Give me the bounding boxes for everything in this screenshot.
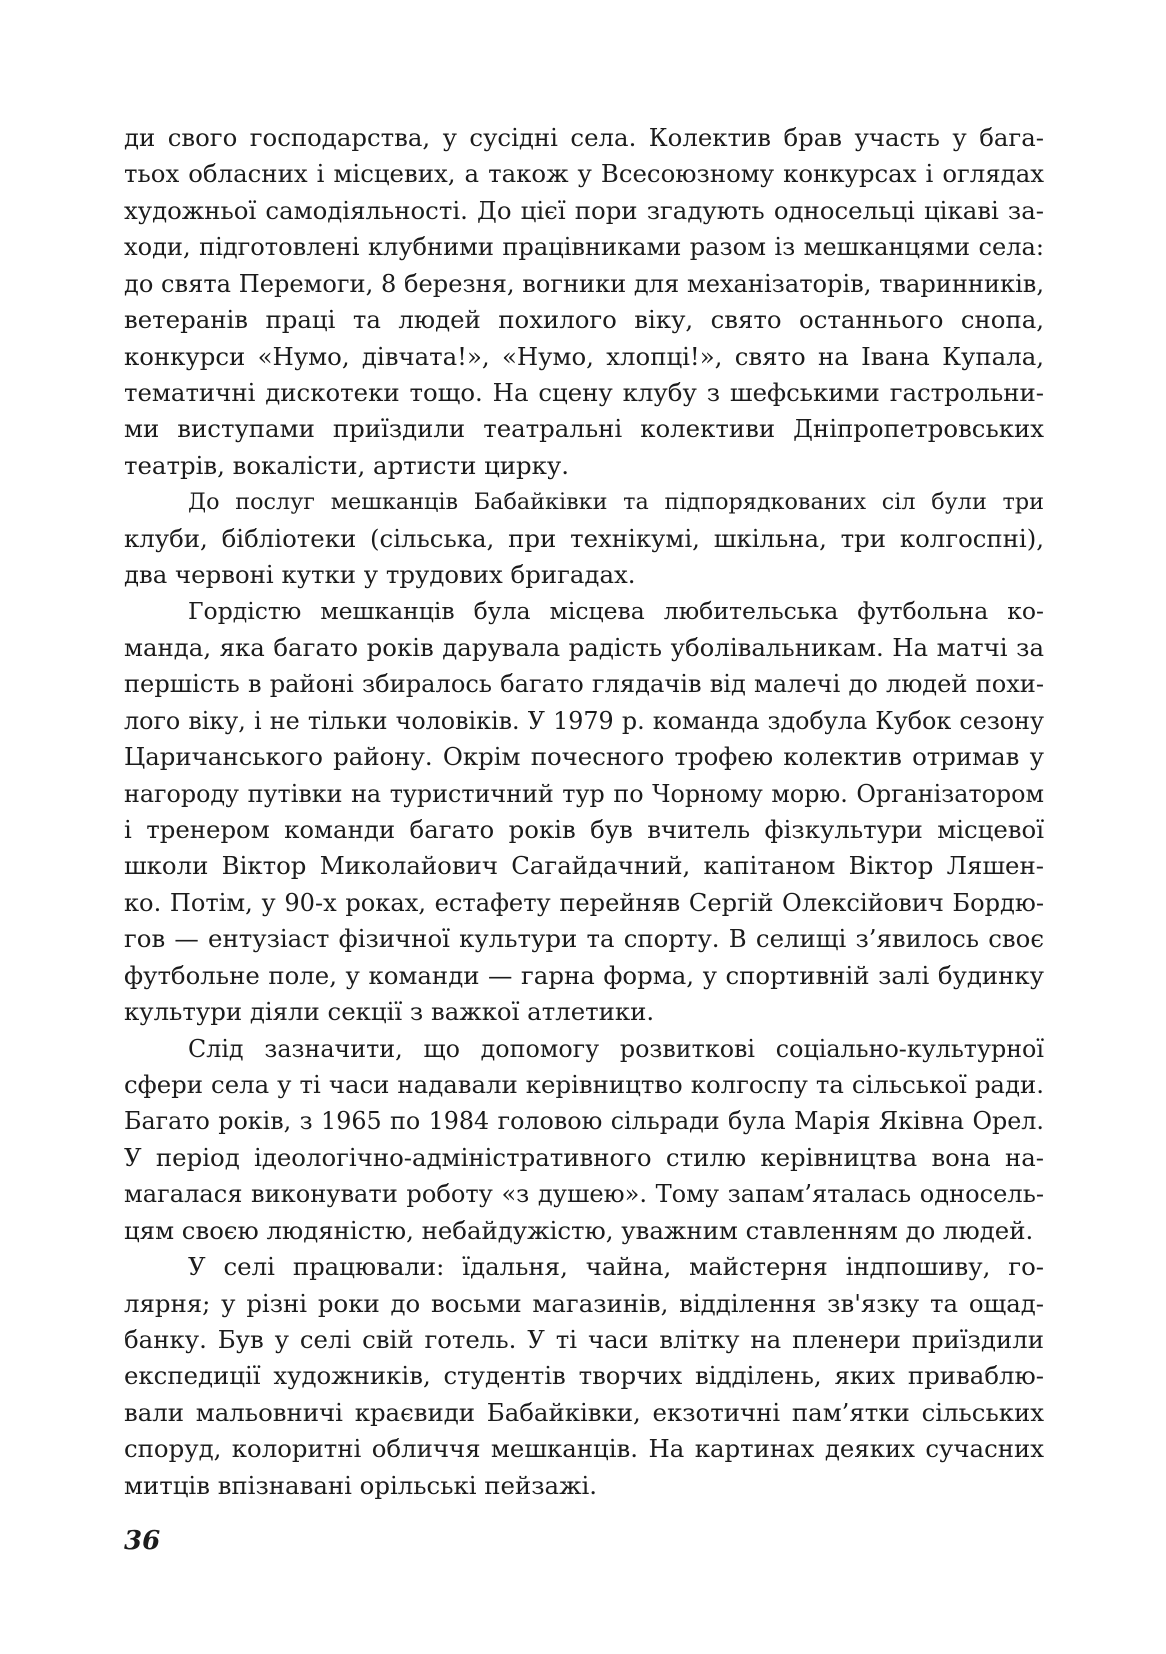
text-line: гов — ентузіаст фізичної культури та спорту. В селищі з’явилось своє: [124, 924, 1044, 954]
text-line: ходи, підготовлені клубними працівниками разом із мешканцями села:: [124, 233, 1044, 262]
text-line: художньої самодіяльності. До цієї пори згадують односельці цікаві за-: [124, 195, 1044, 225]
text-line: два червоні кутки у трудових бригадах.: [124, 560, 636, 590]
text-line: Багато років, з 1965 по 1984 головою сільради була Марія Яківна Орел.: [124, 1107, 1044, 1136]
text-line: експедиції художників, студентів творчих відділень, яких приваблю-: [124, 1361, 1044, 1391]
text-line: школи Віктор Миколайович Сагайдачний, капітаном Віктор Ляшен-: [124, 851, 1044, 881]
text-line: вали мальовничі краєвиди Бабайківки, екзотичні пам’ятки сільських: [124, 1397, 1044, 1427]
text-line: ми виступами приїздили театральні колективи Дніпропетровських: [124, 414, 1044, 444]
text-line: ветеранів праці та людей похилого віку, свято останнього снопа,: [124, 305, 1044, 335]
text-line: і тренером команди багато років був вчитель фізкультури місцевої: [124, 815, 1044, 845]
text-line: клуби, бібліотеки (сільська, при технікумі, шкільна, три колгоспні),: [124, 523, 1044, 553]
text-line: тьох обласних і місцевих, а також у Всесоюзному конкурсах і оглядах: [124, 159, 1044, 189]
text-line: лярня; у різні роки до восьми магазинів, відділення зв'язку та ощад-: [124, 1288, 1044, 1318]
paragraph: [124, 484, 1044, 593]
text-line: конкурси «Нумо, дівчата!», «Нумо, хлопці!», свято на Івана Купала,: [124, 341, 1044, 371]
text-line: футбольне поле, у команди — гарна форма, у спортивній залі будинку: [124, 960, 1044, 990]
text-line: споруд, колоритні обличчя мешканців. На картинах деяких сучасних: [124, 1434, 1044, 1464]
text-line: театрів, вокалісти, артисти цирку.: [124, 450, 569, 480]
text-line: У період ідеологічно-адміністративного стилю керівництва вона на-: [124, 1142, 1044, 1172]
body-text: [124, 120, 1044, 1504]
paragraph: [124, 1031, 1044, 1250]
text-line: митців впізнавані орільські пейзажі.: [124, 1470, 598, 1500]
text-line: манда, яка багато років дарувала радість уболівальникам. На матчі за: [124, 632, 1044, 662]
paragraph: [124, 120, 1044, 484]
text-line: першість в районі збиралось багато глядачів від малечі до людей похи-: [124, 670, 1044, 699]
text-line: нагороду путівки на туристичний тур по Чорному морю. Організатором: [124, 779, 1044, 808]
text-line: банку. Був у селі свій готель. У ті часи влітку на пленери приїздили: [124, 1324, 1044, 1354]
text-line: Царичанського району. Окрім почесного трофею колектив отримав у: [124, 742, 1044, 772]
text-line: до свята Перемоги, 8 березня, вогники для механізаторів, тваринників,: [124, 269, 1044, 298]
text-line: магалася виконувати роботу «з душею». Тому запам’яталась односель-: [124, 1180, 1044, 1209]
paragraph: [124, 593, 1044, 1030]
text-line: До послуг мешканців Бабайківки та підпорядкованих сіл були три: [188, 489, 1044, 516]
text-line: сфери села у ті часи надавали керівництво колгоспу та сільської ради.: [124, 1069, 1044, 1099]
text-line: Слід зазначити, що допомогу розвиткові соціально-культурної: [188, 1034, 1044, 1063]
text-line: цям своєю людяністю, небайдужістю, уважним ставленням до людей.: [124, 1215, 1034, 1245]
text-line: ко. Потім, у 90-х роках, естафету перейняв Сергій Олексійович Бордю-: [124, 888, 1044, 917]
text-line: У селі працювали: їдальня, чайна, майстерня індпошиву, го-: [188, 1252, 1044, 1282]
paragraph: [124, 1249, 1044, 1504]
text-line: Гордістю мешканців була місцева любительська футбольна ко-: [188, 597, 1044, 626]
text-line: ди свого господарства, у сусідні села. Колектив брав участь у бага-: [124, 123, 1044, 152]
page-number: 36: [124, 1526, 161, 1556]
text-line: культури діяли секції з важкої атлетики.: [124, 997, 655, 1027]
text-line: тематичні дискотеки тощо. На сцену клубу з шефськими гастрольни-: [124, 377, 1044, 407]
text-line: лого віку, і не тільки чоловіків. У 1979 р. команда здобула Кубок сезону: [124, 706, 1044, 735]
